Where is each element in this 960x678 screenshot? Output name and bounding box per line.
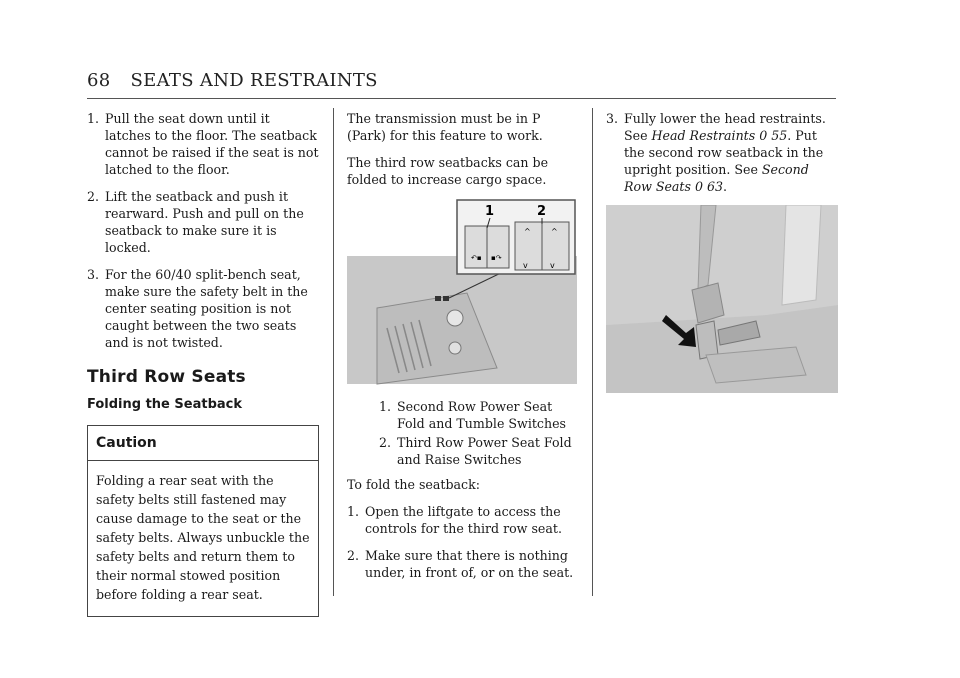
list-item: 2. Make sure that there is nothing under, in front of, or on the seat.	[347, 548, 574, 580]
figure-callout-2: 2	[537, 204, 547, 219]
list-item: 2. Lift the seatback and push it rearward. Push and pull on the seatback to make sure it is locked.	[87, 189, 304, 255]
list-item: 3. Fully lower the head restraints. See Head Restraints 0 55. Put the second row seatback in the upright position. See Second Row Seats 0 63.	[606, 111, 826, 194]
seatback-photo	[606, 205, 838, 393]
column-3	[606, 110, 838, 399]
caution-body: Folding a rear seat with the safety belts still fastened may cause damage to the seat or the safety belts. Always unbuckle the safety belts and return them to their normal stowed position before folding a rear seat.	[96, 473, 310, 602]
seat-raise-steps	[87, 110, 319, 351]
column-divider	[592, 108, 593, 596]
page-header	[87, 70, 378, 91]
svg-text:↶▪: ↶▪	[471, 254, 482, 262]
paragraph: The third row seatbacks can be folded to increase cargo space.	[347, 155, 549, 187]
caution-box	[87, 425, 319, 617]
column-2	[347, 110, 577, 591]
list-item: 1. Pull the seat down until it latches to the floor. The seatback cannot be raised if the seat is not latched to the floor.	[87, 111, 319, 177]
list-item: 1. Second Row Power Seat Fold and Tumble Switches	[379, 399, 566, 431]
fold-steps	[347, 503, 577, 581]
list-item: 1. Open the liftgate to access the controls for the third row seat.	[347, 504, 562, 536]
fold-steps-continued	[606, 110, 838, 195]
svg-text:v: v	[550, 261, 555, 270]
figure-caption-list	[347, 398, 577, 468]
column-1	[87, 110, 319, 617]
subheading: Folding the Seatback	[87, 397, 242, 412]
paragraph: To fold the seatback:	[347, 477, 480, 492]
switches-figure	[347, 198, 577, 388]
paragraph: The transmission must be in P (Park) for this feature to work.	[347, 111, 543, 143]
caution-title: Caution	[88, 426, 318, 461]
cross-reference[interactable]: Second Row Seats	[624, 162, 809, 194]
cross-reference[interactable]: Head Restraints	[651, 128, 756, 143]
svg-text:^: ^	[551, 227, 558, 236]
header-rule	[87, 98, 836, 99]
column-divider	[333, 108, 334, 596]
svg-text:▪↷: ▪↷	[491, 254, 502, 262]
svg-text:^: ^	[524, 227, 531, 236]
section-title: SEATS AND RESTRAINTS	[130, 70, 378, 91]
section-heading: Third Row Seats	[87, 367, 246, 387]
svg-text:v: v	[523, 261, 528, 270]
list-item: 3. For the 60/40 split-bench seat, make sure the safety belt in the center seating position is not caught between the two seats and is not twisted.	[87, 267, 308, 350]
list-item: 2. Third Row Power Seat Fold and Raise Switches	[379, 435, 572, 467]
page-number: 68	[87, 70, 111, 91]
figure-callout-1: 1	[485, 204, 495, 219]
